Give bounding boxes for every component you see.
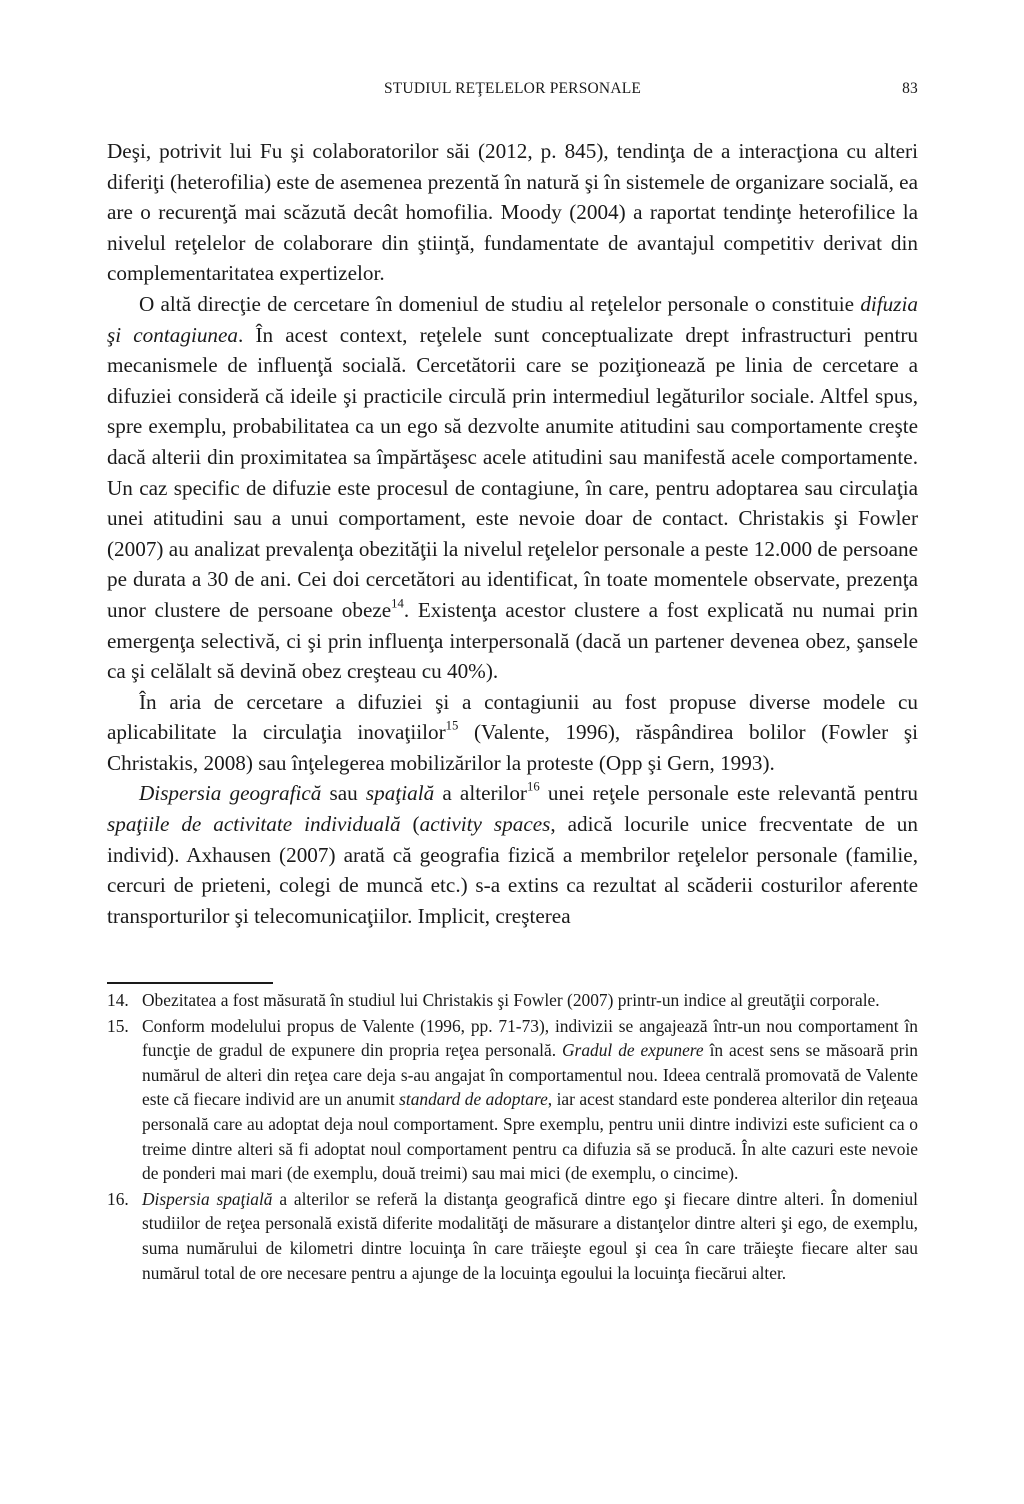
text-run: Obezitatea a fost măsurată în studiul lui Christakis şi Fowler (2007) printr-un indice al greutăţii corporale. <box>142 990 880 1010</box>
page-number: 83 <box>902 80 918 97</box>
text-run: (Valente, 1996), răspândirea bolilor (Fowler şi Christakis, 2008) sau înţelegerea mobilizărilor la proteste (Opp şi Gern, 1993). <box>107 720 918 775</box>
italic-term: difuzia şi contagiunea <box>107 291 918 347</box>
paragraph <box>107 778 918 931</box>
footnote-reference: 15 <box>445 718 459 733</box>
text-run: unei reţele personale este relevantă pentru <box>539 781 919 806</box>
footnote-text <box>142 1016 918 1184</box>
text-run: În aria de cercetare a difuziei şi a contagiunii au fost propuse diverse modele cu aplicabilitate la circulaţia inovaţiilor <box>107 689 918 745</box>
text-run: ( <box>400 812 420 837</box>
italic-term: Dispersia geografică <box>139 781 322 806</box>
footnote-15 <box>107 1014 918 1186</box>
text-run: , adică locurile unice frecventate de un individ). Axhausen (2007) arată că geografia fizică a membrilor reţelelor personale (familie, cercuri de prieteni, colegi de muncă etc.) s-a extins ca rezultat al scăderii costurilor aferente transporturilor şi telecomunicaţiilor. Implicit, creşterea <box>107 812 918 928</box>
footnote-number: 16. <box>107 1188 129 1209</box>
body-text <box>107 136 918 931</box>
italic-term: Dispersia spaţială <box>142 1188 273 1209</box>
footnote-reference: 14 <box>391 596 404 611</box>
footnote-text <box>142 1189 918 1283</box>
text-run: , iar acest standard este ponderea alterilor din reţeaua personală care au adoptat deja noul comportament. Spre exemplu, pentru unii dintre indivizi este suficient ca o treime dintre alteri să fi adoptat noul comportament pentru ca difuzia să se producă. În alte cazuri este nevoie de ponderi mai mari (de exemplu, două treimi) sau mai mici (de exemplu, o cincime). <box>142 1089 918 1184</box>
italic-term: standard de adoptare <box>399 1089 548 1110</box>
running-title: STUDIUL REŢELELOR PERSONALE <box>383 80 642 97</box>
paragraph <box>107 687 918 779</box>
footnote-number: 14. <box>107 990 129 1010</box>
paragraph <box>107 136 918 289</box>
paragraph <box>107 289 918 687</box>
footnote-number: 15. <box>107 1015 129 1036</box>
italic-term: activity spaces <box>419 812 551 837</box>
text-run: Conform modelului propus de Valente (1996, pp. 71-73), indivizii se angajează într-un nou comportament în funcţie de gradul de expunere din propria reţea personală. <box>142 1015 918 1061</box>
footnotes <box>107 988 918 1285</box>
text-run: O altă direcţie de cercetare în domeniul de studiu al reţelelor personale o constituie <box>139 291 861 316</box>
text-run: a alterilor <box>434 781 527 806</box>
text-run: . Existenţa acestor clustere a fost explicată nu numai prin emergenţa selectivă, ci şi prin influenţa interpersonală (dacă un partener devenea obez, şansele ca şi celălalt să devină obez creşteau cu 40%). <box>107 597 918 684</box>
italic-term: spaţială <box>365 781 435 806</box>
text-run: Deşi, potrivit lui Fu şi colaboratorilor săi (2012, p. 845), tendinţa de a interacţiona cu alteri diferiţi (heterofilia) este de asemenea prezentă în natură şi în sistemele de organizare socială, ea are o recurenţă mai scăzută decât homofilia. Moody (2004) a raportat tendinţe heterofilice la nivelul reţelelor de colaborare din ştiinţă, fundamentate de avantajul competitiv derivat din complementaritatea expertizelor. <box>107 139 918 286</box>
italic-term: Gradul de expunere <box>562 1040 704 1061</box>
text-run: a alterilor se referă la distanţa geografică dintre ego şi fiecare dintre alteri. În domeniul studiilor de reţea personală există diferite modalităţi de măsurare a distanţelor dintre alteri şi ego, de exemplu, suma numărului de kilometri dintre locuinţa în care trăieşte egoul şi cea în care trăieşte fiecare alter sau numărul total de ore necesare pentru a ajunge de la locuinţa egoului la locuinţa fiecărui alter. <box>142 1188 919 1283</box>
footnote-separator-rule <box>107 982 273 984</box>
text-run: în acest sens se măsoară prin numărul de alteri din reţea care deja s-au angajat în comportamentul nou. Ideea centrală promovată de Valente este că fiecare individ are un anumit <box>142 1040 918 1110</box>
footnote-reference: 16 <box>526 779 540 794</box>
text-run: . În acest context, reţelele sunt conceptualizate drept infrastructuri pentru mecanismele de influenţă socială. Cercetătorii care se poziţionează pe linia de cercetare a difuziei consideră că ideile şi practicile circulă prin intermediul legăturilor sociale. Altfel spus, spre exemplu, probabilitatea ca un ego să dezvolte anumite atitudini sau comportamente creşte dacă alterii din proximitatea sa împărtăşesc acele atitudini sau manifestă acele comportamente. Un caz specific de difuzie este procesul de contagiune, în care, pentru adoptarea sau circulaţia unei atitudini sau a unui comportament, este nevoie doar de contact. Christakis şi Fowler (2007) au analizat prevalenţa obezităţii la nivelul reţelelor personale a peste 12.000 de persoane pe durata a 30 de ani. Cei doi cercetători au identificat, în toate momentele observate, prezenţa unor clustere de persoane obeze <box>107 322 918 622</box>
italic-term: spaţiile de activitate individuală <box>107 812 401 837</box>
running-header <box>107 80 918 102</box>
footnote-text <box>142 990 880 1010</box>
text-run: sau <box>321 781 366 806</box>
footnote-16 <box>107 1187 918 1285</box>
footnote-14 <box>107 988 918 1013</box>
